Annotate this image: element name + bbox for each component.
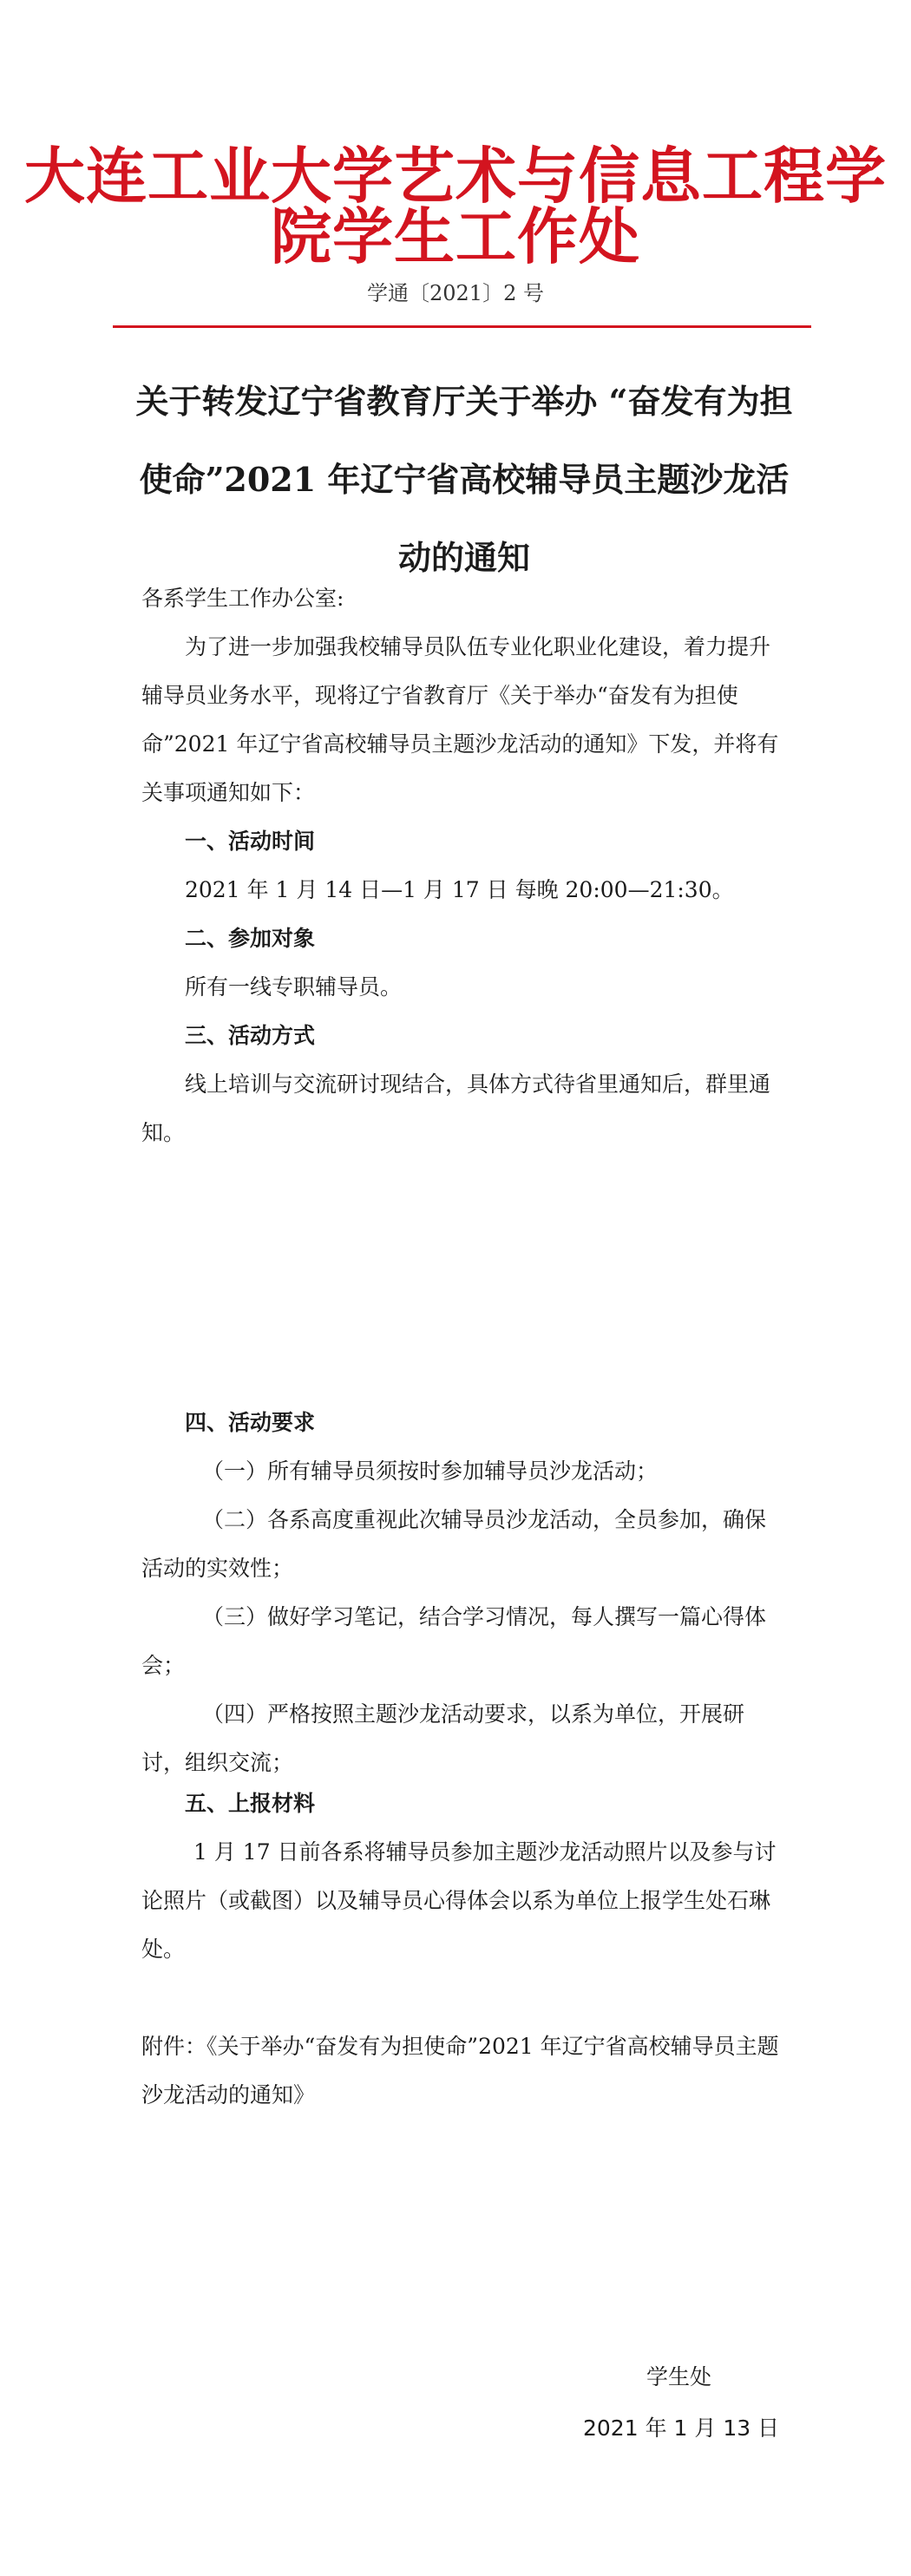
section-text-method: 线上培训与交流研讨现结合，具体方式待省里通知后，群里通知。	[141, 1072, 771, 1145]
section-heading-time: 一、活动时间	[185, 829, 316, 854]
requirement-item: （四）严格按照主题沙龙活动要求，以系为单位，开展研讨，组织交流；	[141, 1701, 745, 1775]
section-heading-materials: 五、上报材料	[185, 1791, 316, 1816]
requirement-item: （二）各系高度重视此次辅导员沙龙活动，全员参加，确保活动的实效性；	[141, 1507, 767, 1581]
requirement-item: （一）所有辅导员须按时参加辅导员沙龙活动；	[202, 1458, 659, 1484]
intro-paragraph: 为了进一步加强我校辅导员队伍专业化职业化建设，着力提升辅导员业务水平，现将辽宁省教育厅《关于举办“奋发有为担使命”2021 年辽宁省高校辅导员主题沙龙活动的通知》下发，并将有关事项通知如下：	[141, 634, 779, 805]
salutation: 各系学生工作办公室:	[141, 586, 344, 611]
signature-date: 2021 年 1 月 13 日	[583, 2415, 780, 2441]
signature-office: 学生处	[646, 2364, 712, 2389]
section-heading-requirements: 四、活动要求	[185, 1410, 316, 1435]
section-text-time: 2021 年 1 月 14 日—1 月 17 日 每晚 20:00—21:30。	[185, 877, 734, 902]
section-heading-audience: 二、参加对象	[185, 926, 316, 951]
document-number: 学通〔2021〕2 号	[367, 281, 544, 305]
header-divider	[113, 325, 811, 328]
section-heading-method: 三、活动方式	[185, 1023, 316, 1048]
section-text-materials: 1 月 17 日前各系将辅导员参加主题沙龙活动照片以及参与讨论照片（或截图）以及辅导员心得体会以系为单位上报学生处石琳处。	[141, 1839, 777, 1962]
section-text-audience: 所有一线专职辅导员。	[185, 974, 403, 1000]
attachment-note: 附件：《关于举办“奋发有为担使命”2021 年辽宁省高校辅导员主题沙龙活动的通知》	[141, 2034, 779, 2107]
document-title: 关于转发辽宁省教育厅关于举办 “奋发有为担使命”2021 年辽宁省高校辅导员主题沙龙活动的通知	[135, 382, 793, 577]
requirement-item: （三）做好学习笔记，结合学习情况，每人撰写一篇心得体会；	[141, 1604, 767, 1678]
office-title: 大连工业大学艺术与信息工程学院学生工作处	[24, 140, 887, 272]
